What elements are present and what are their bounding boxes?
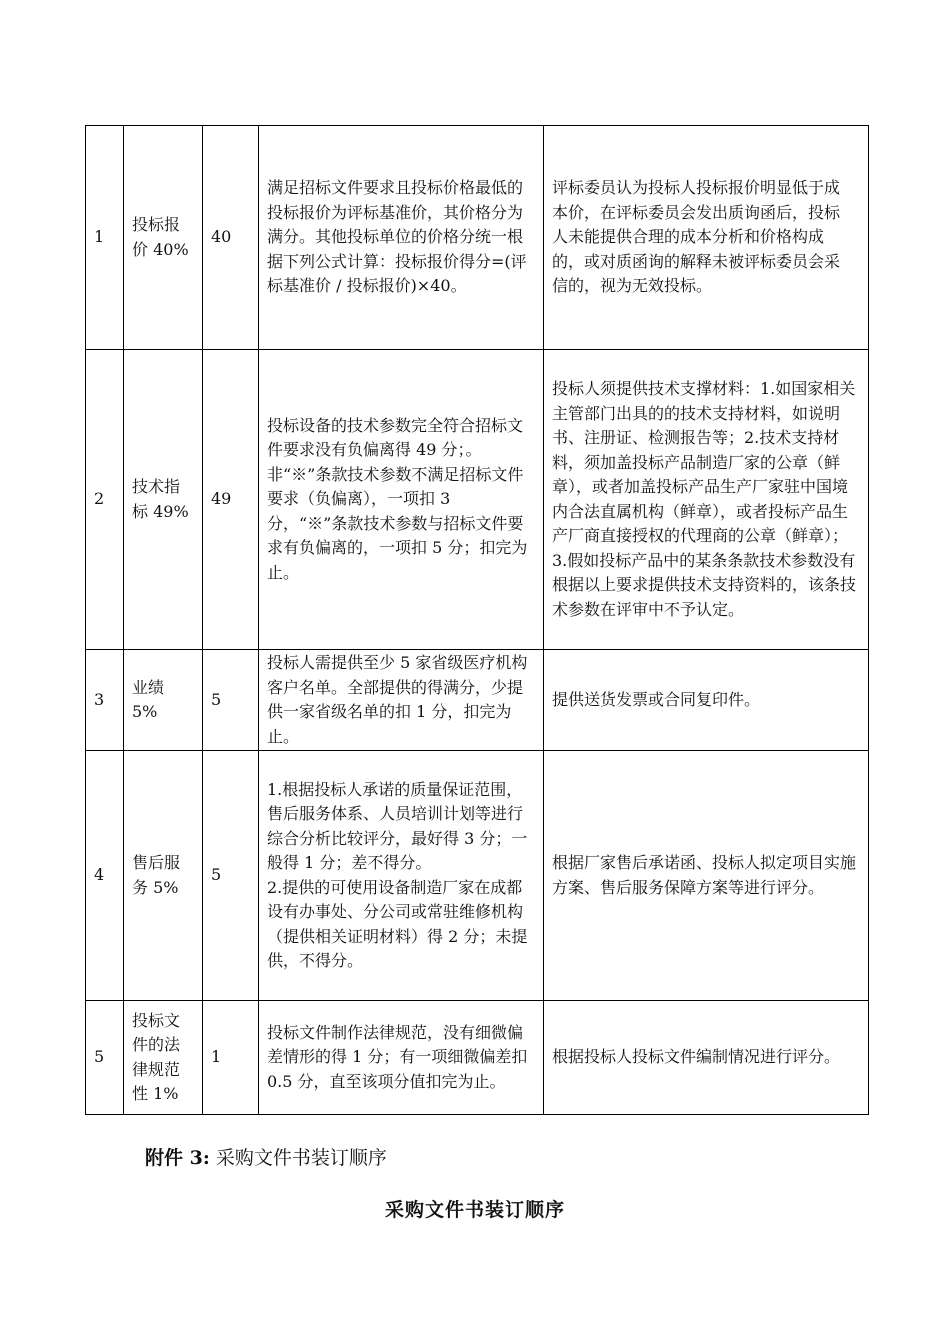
- row-item: 投标文件的法律规范性 1%: [124, 1001, 203, 1115]
- standard-text: 投标设备的技术参数完全符合招标文件要求没有负偏离得 49 分；。非“※”条款技术参数不满足招标文件要求（负偏离），一项扣 3 分，“※”条款技术参数与招标文件要求有负偏离的，一项扣 5 分；扣完为止。: [267, 415, 528, 582]
- row-item: 业绩 5%: [124, 650, 203, 751]
- attachment-text: 采购文件书装订顺序: [215, 1147, 387, 1169]
- table-row: [86, 751, 869, 1001]
- attachment-label: 附件 3:: [145, 1147, 210, 1169]
- table-row: [86, 126, 869, 350]
- row-note: [544, 751, 869, 1001]
- note-line: 根据厂家售后承诺函、投标人拟定项目实施方案、售后服务保障方案等进行评分。: [552, 853, 857, 897]
- standard-text: 2.提供的可使用设备制造厂家在成都设有办事处、分公司或常驻维修机构（提供相关证明材料）得 2 分；未提供，不得分。: [267, 877, 528, 970]
- note-line: 提供送货发票或合同复印件。: [552, 689, 761, 709]
- row-note: [544, 1001, 869, 1115]
- note-line: 投标人须提供技术支撑材料：1.如国家相关主管部门出具的的技术支持材料，如说明书、注册证、检测报告等；2.技术支持材料，须加盖投标产品制造厂家的公章（鲜章），或者加盖投标产品生产厂家驻中国境内合法直属机构（鲜章），或者投标产品生产厂商直接授权的代理商的公章（鲜章）；3.假如投标产品中的某条条款技术参数没有根据以上要求提供技术支持资料的，该条技术参数在评审中不予认定。: [552, 379, 857, 619]
- row-note: [544, 126, 869, 350]
- row-number: 4: [86, 751, 124, 1001]
- row-note: [544, 650, 869, 751]
- row-standard: [259, 650, 544, 751]
- note-line: 评标委员认为投标人投标报价明显低于成: [552, 178, 841, 198]
- row-number: 5: [86, 1001, 124, 1115]
- note-line: 信的，视为无效投标。: [552, 276, 713, 296]
- row-item: 技术指标 49%: [124, 350, 203, 650]
- standard-text: 满足招标文件要求且投标价格最低的投标报价为评标基准价，其价格分为满分。其他投标单位的价格分统一根据下列公式计算：投标报价得分=(评标基准价 / 投标报价)×40。: [267, 178, 527, 296]
- row-item: 投标报价 40%: [124, 126, 203, 350]
- row-number: 1: [86, 126, 124, 350]
- note-line: 人未能提供合理的成本分析和价格构成: [552, 227, 825, 247]
- attachment-line: [145, 1143, 387, 1170]
- note-line: 的，或对质函询的解释未被评标委员会采: [552, 251, 841, 271]
- row-standard: [259, 751, 544, 1001]
- row-standard: [259, 1001, 544, 1115]
- row-item: 售后服务 5%: [124, 751, 203, 1001]
- row-standard: [259, 350, 544, 650]
- row-note: [544, 350, 869, 650]
- row-points: 5: [203, 650, 259, 751]
- table-row: [86, 350, 869, 650]
- table-row: [86, 650, 869, 751]
- standard-text: 投标文件制作法律规范，没有细微偏差情形的得 1 分；有一项细微偏差扣 0.5 分，直至该项分值扣完为止。: [267, 1022, 528, 1091]
- standard-text: 投标人需提供至少 5 家省级医疗机构客户名单。全部提供的得满分，少提供一家省级名单的扣 1 分，扣完为止。: [267, 653, 528, 746]
- row-points: 1: [203, 1001, 259, 1115]
- standard-text: 1.根据投标人承诺的质量保证范围，售后服务体系、人员培训计划等进行综合分析比较评分，最好得 3 分；一般得 1 分；差不得分。: [267, 779, 528, 872]
- note-line: 本价，在评标委员会发出质询函后，投标: [552, 202, 841, 222]
- row-points: 40: [203, 126, 259, 350]
- row-number: 2: [86, 350, 124, 650]
- row-points: 49: [203, 350, 259, 650]
- table-row: [86, 1001, 869, 1115]
- section-heading: 采购文件书装订顺序: [384, 1199, 565, 1221]
- row-number: 3: [86, 650, 124, 751]
- scoring-table: [85, 125, 869, 1115]
- note-line: 根据投标人投标文件编制情况进行评分。: [552, 1047, 841, 1067]
- row-points: 5: [203, 751, 259, 1001]
- row-standard: [259, 126, 544, 350]
